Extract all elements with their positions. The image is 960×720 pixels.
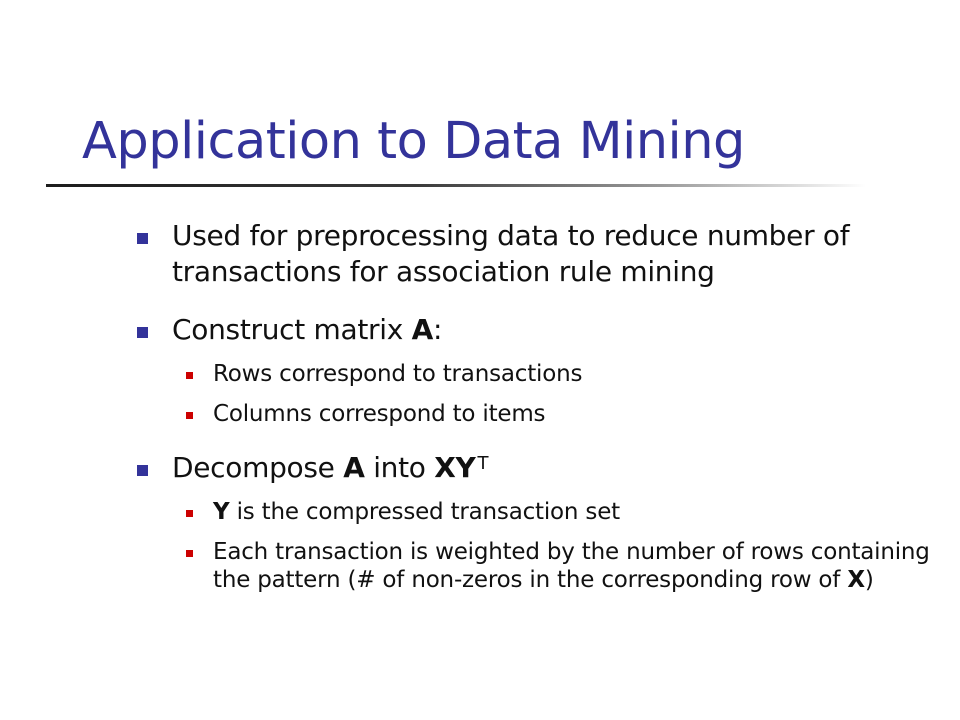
sub-bullet-suffix: ) xyxy=(864,567,874,593)
bullet-item-decompose xyxy=(136,450,936,486)
bullet-item-preprocessing xyxy=(136,218,936,290)
square-bullet-icon xyxy=(137,465,148,476)
square-bullet-icon xyxy=(137,327,148,338)
matrix-a-symbol: A xyxy=(411,313,433,346)
matrix-y-symbol: Y xyxy=(213,499,230,525)
small-square-bullet-icon xyxy=(186,372,193,379)
small-square-bullet-icon xyxy=(186,412,193,419)
matrix-x-symbol: X xyxy=(847,567,865,593)
bullet-text-prefix: Construct matrix xyxy=(172,313,412,346)
bullet-text: Used for preprocessing data to reduce number of transactions for association rule mining xyxy=(172,219,850,288)
slide-title: Application to Data Mining xyxy=(82,112,745,171)
bullet-list xyxy=(136,218,936,594)
sub-bullet-text: Rows correspond to transactions xyxy=(213,361,583,387)
sub-bullet-text: Each transaction is weighted by the number of rows containing the pattern (# of non-zeros in the corresponding row of xyxy=(213,539,930,593)
small-square-bullet-icon xyxy=(186,510,193,517)
sub-bullet-rows xyxy=(178,360,936,388)
sub-bullet-compressed-set xyxy=(178,498,936,526)
small-square-bullet-icon xyxy=(186,550,193,557)
sub-bullet-text: is the compressed transaction set xyxy=(229,499,620,525)
sub-bullet-text: Columns correspond to items xyxy=(213,401,546,427)
transpose-superscript: T xyxy=(477,453,489,474)
bullet-text-prefix: Decompose xyxy=(172,451,344,484)
matrix-xy-symbol: XY xyxy=(434,451,476,484)
bullet-text-suffix: : xyxy=(432,313,443,346)
matrix-a-symbol: A xyxy=(343,451,365,484)
sub-bullet-weighting xyxy=(178,538,936,594)
bullet-item-construct-matrix xyxy=(136,312,936,348)
title-underline xyxy=(46,184,866,187)
sub-bullet-columns xyxy=(178,400,936,428)
square-bullet-icon xyxy=(137,233,148,244)
bullet-text-mid: into xyxy=(364,451,435,484)
